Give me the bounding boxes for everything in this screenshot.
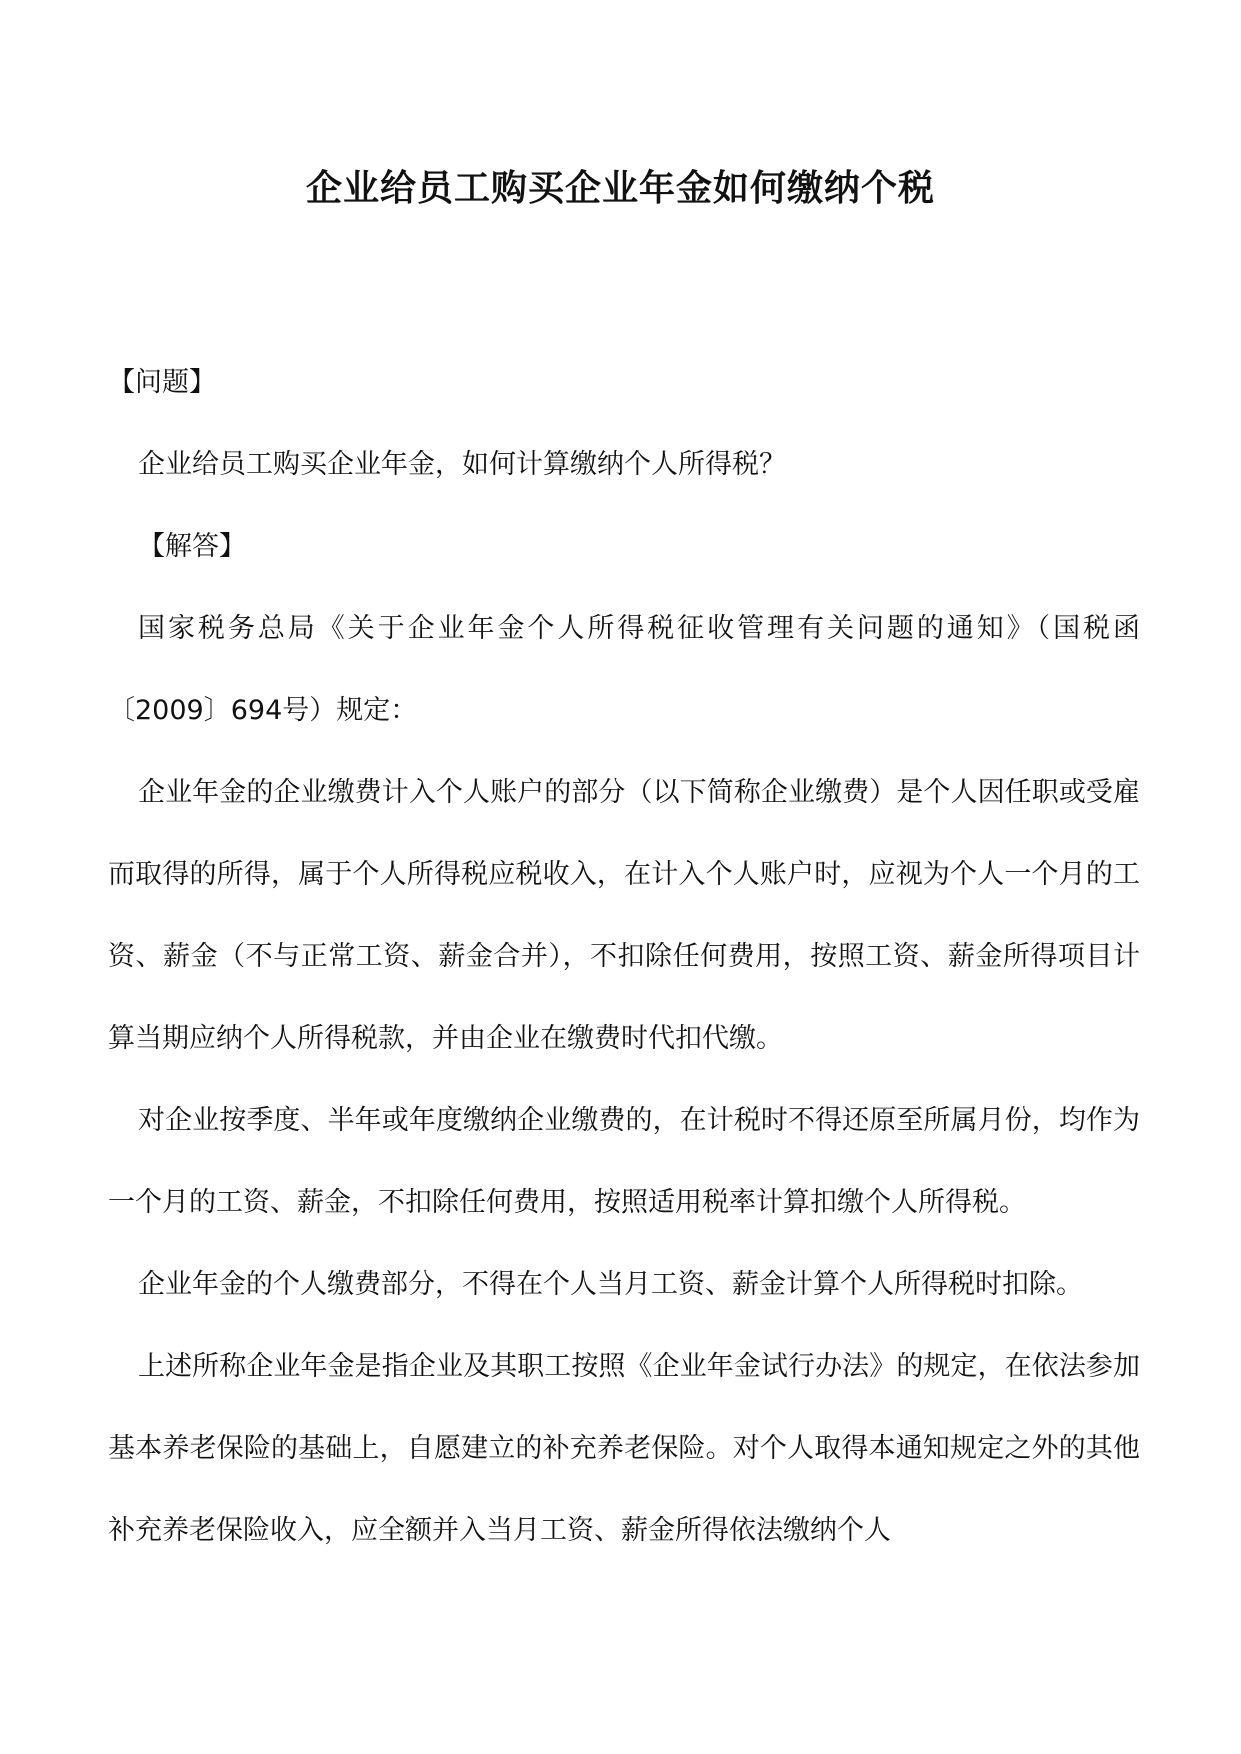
paragraph-definition: 上述所称企业年金是指企业及其职工按照《企业年金试行办法》的规定，在依法参加基本养老保险的基础上，自愿建立的补充养老保险。对个人取得本通知规定之外的其他补充养老保险收入，应全额并入当月工资、薪金所得依法缴纳个人 bbox=[108, 1351, 1140, 1546]
paragraph-personal-contribution: 企业年金的个人缴费部分，不得在个人当月工资、薪金计算个人所得税时扣除。 bbox=[138, 1269, 1083, 1300]
answer-heading: 【解答】 bbox=[138, 531, 246, 562]
document-title: 企业给员工购买企业年金如何缴纳个税 bbox=[305, 167, 935, 209]
paragraph-quarterly-payment: 对企业按季度、半年或年度缴纳企业缴费的，在计税时不得还原至所属月份，均作为一个月的工资、薪金，不扣除任何费用，按照适用税率计算扣缴个人所得税。 bbox=[108, 1105, 1140, 1218]
document-body bbox=[108, 342, 1140, 1572]
paragraph-regulation: 国家税务总局《关于企业年金个人所得税征收管理有关问题的通知》（国税函〔2009〕694号）规定： bbox=[108, 613, 1140, 726]
question-heading: 【问题】 bbox=[108, 367, 216, 398]
question-text: 企业给员工购买企业年金，如何计算缴纳个人所得税？ bbox=[138, 449, 786, 480]
paragraph-enterprise-contribution: 企业年金的企业缴费计入个人账户的部分（以下简称企业缴费）是个人因任职或受雇而取得的所得，属于个人所得税应税收入，在计入个人账户时，应视为个人一个月的工资、薪金（不与正常工资、薪金合并），不扣除任何费用，按照工资、薪金所得项目计算当期应纳个人所得税款，并由企业在缴费时代扣代缴。 bbox=[108, 777, 1140, 1054]
